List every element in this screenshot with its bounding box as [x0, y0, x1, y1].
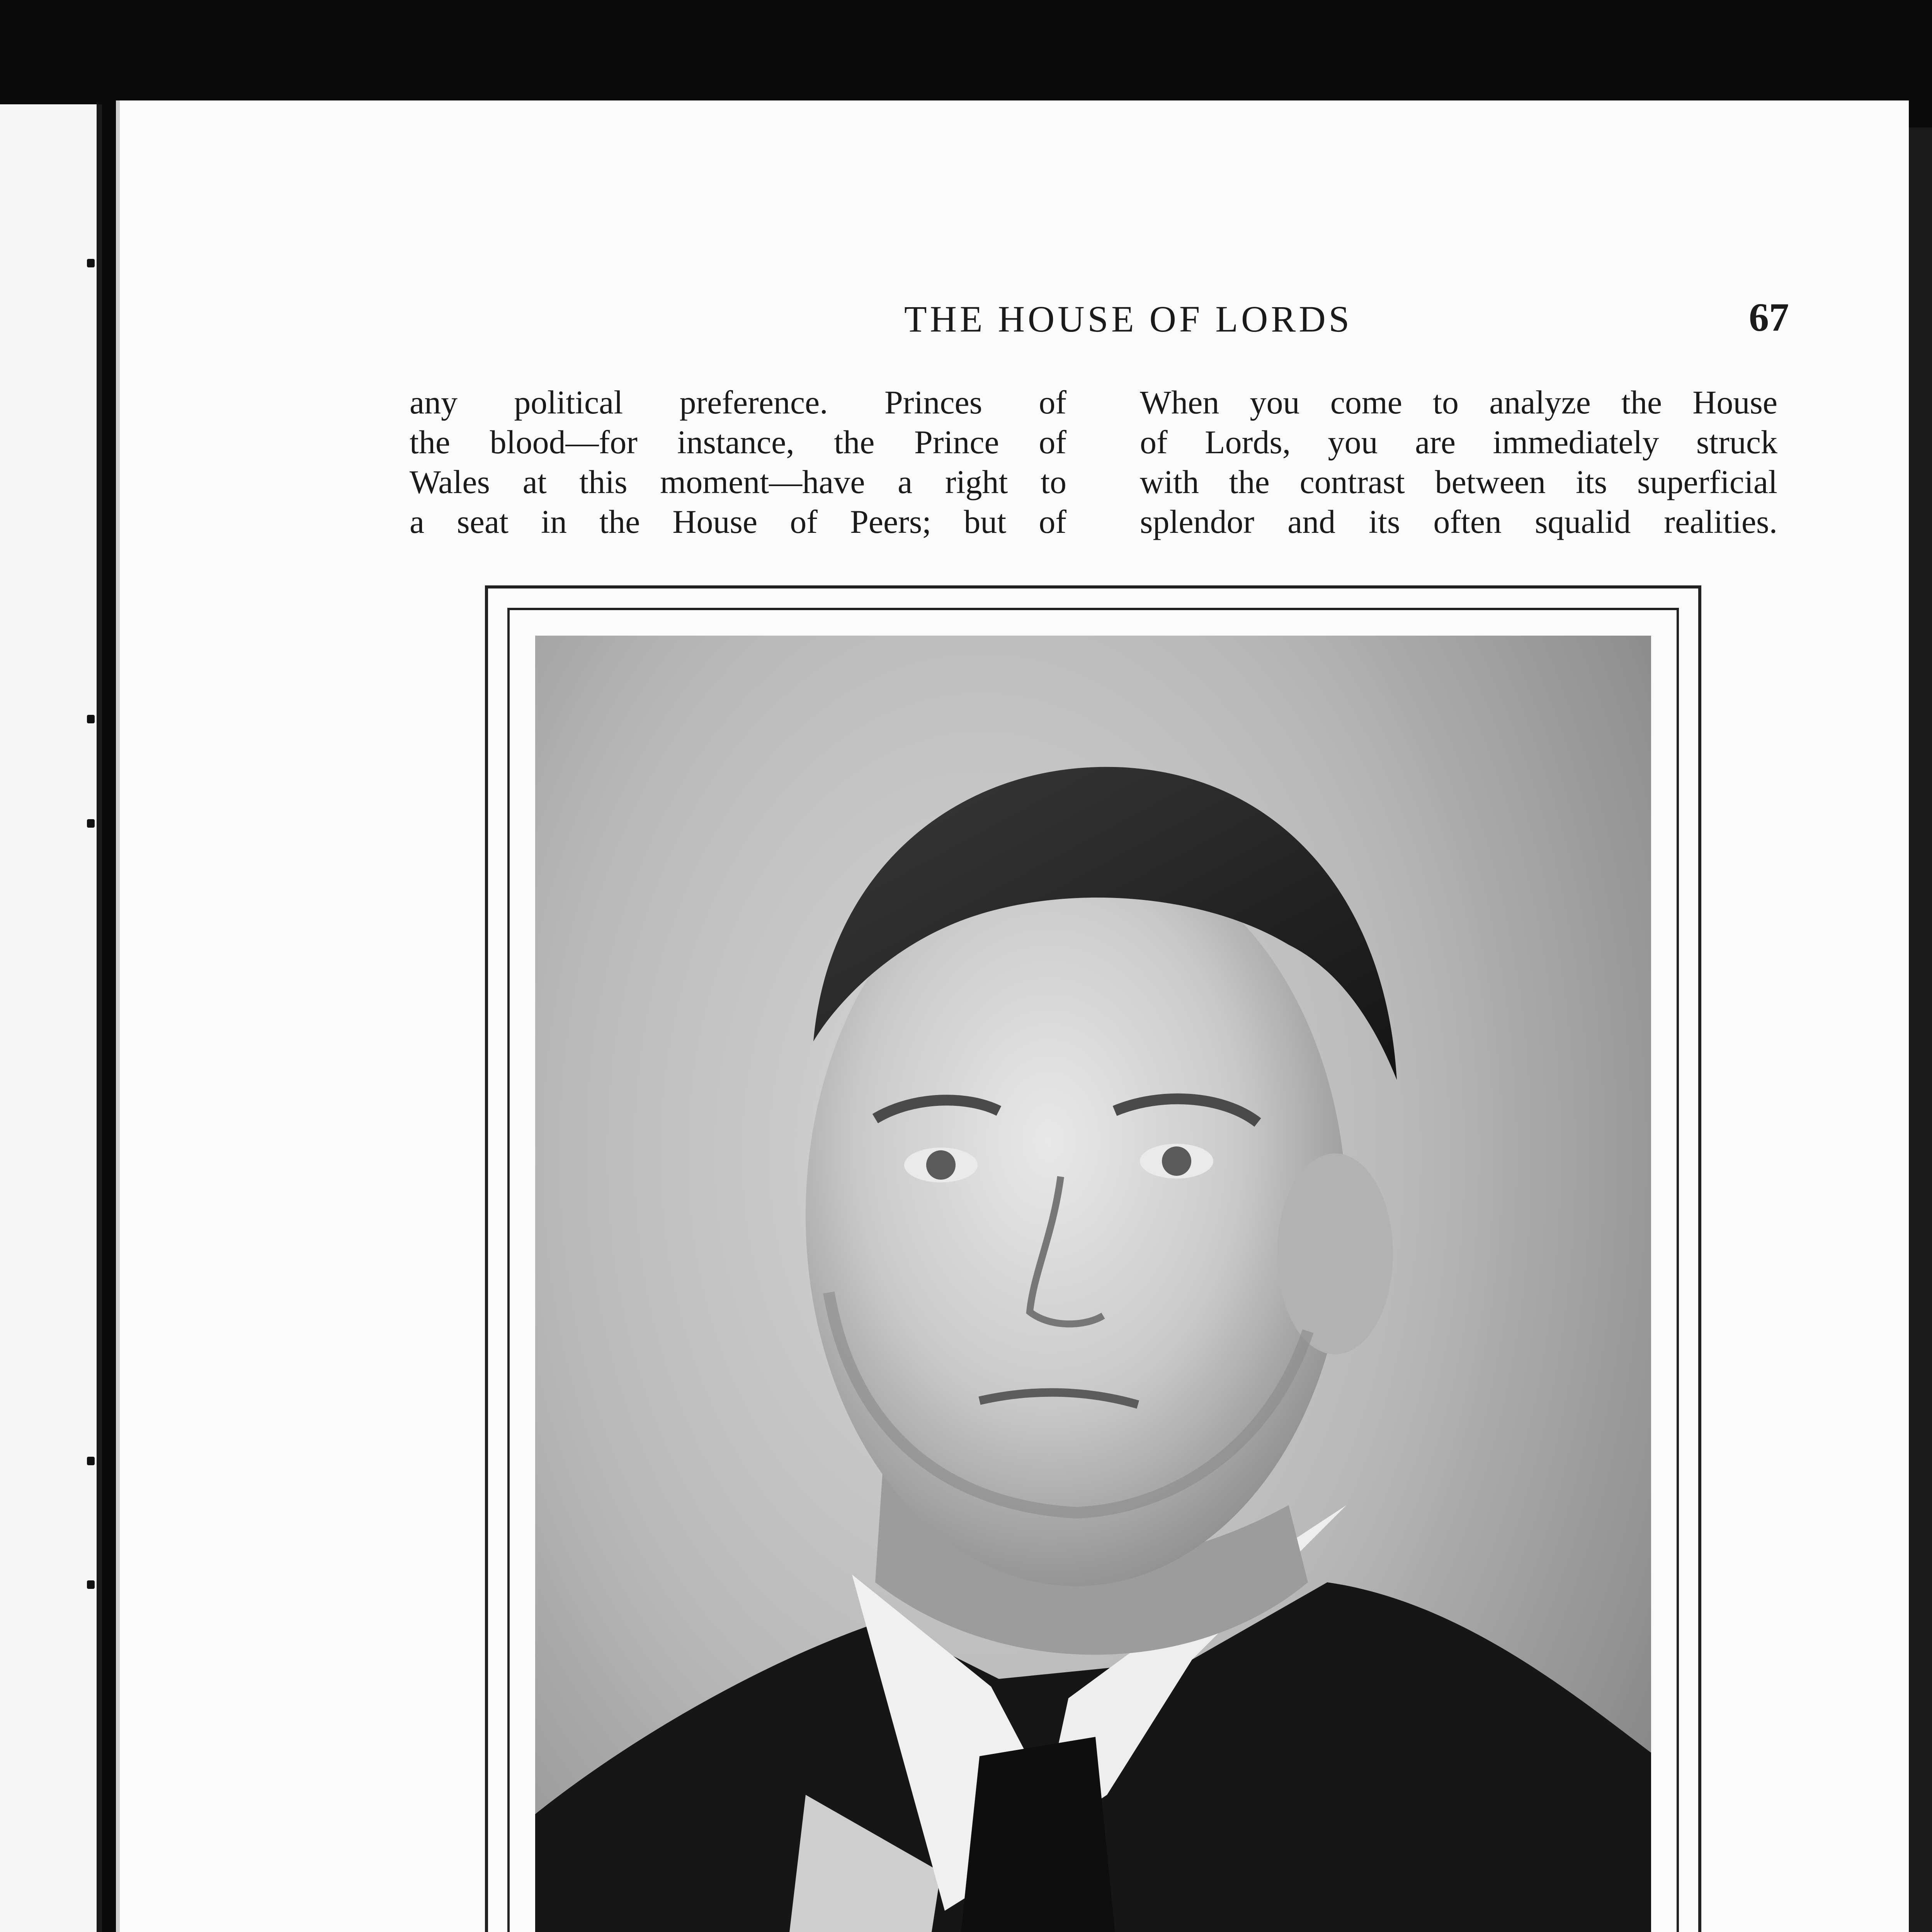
- page-number: 67: [1749, 295, 1789, 340]
- portrait-photograph: [535, 636, 1651, 1932]
- binding-mark: [87, 1580, 95, 1589]
- photo-frame: [485, 585, 1701, 1932]
- text-line: When you come to analyze the House: [1140, 384, 1777, 421]
- binding-mark: [87, 259, 95, 267]
- text-line: a seat in the House of Peers; but of: [410, 503, 1066, 540]
- text-line: Wales at this moment—have a right to: [410, 463, 1066, 500]
- text-column-top-left: [410, 383, 1066, 542]
- text-column-top-right: [1140, 383, 1777, 542]
- photo-frame-inner-rule: [507, 608, 1679, 1932]
- text-line: the blood—for instance, the Prince of: [410, 423, 1066, 461]
- facing-page-edge: [0, 104, 102, 1932]
- text-line: splendor and its often squalid realities.: [1140, 503, 1777, 540]
- binding-mark: [87, 715, 95, 723]
- binding-mark: [87, 1457, 95, 1465]
- text-line: any political preference. Princes of: [410, 384, 1066, 421]
- portrait-illustration: [535, 636, 1651, 1932]
- text-line: of Lords, you are immediately struck: [1140, 423, 1777, 461]
- text-line: with the contrast between its superficial: [1140, 463, 1777, 500]
- page-right-shadow: [1905, 128, 1932, 1932]
- running-head: THE HOUSE OF LORDS: [904, 298, 1353, 340]
- binding-mark: [87, 819, 95, 828]
